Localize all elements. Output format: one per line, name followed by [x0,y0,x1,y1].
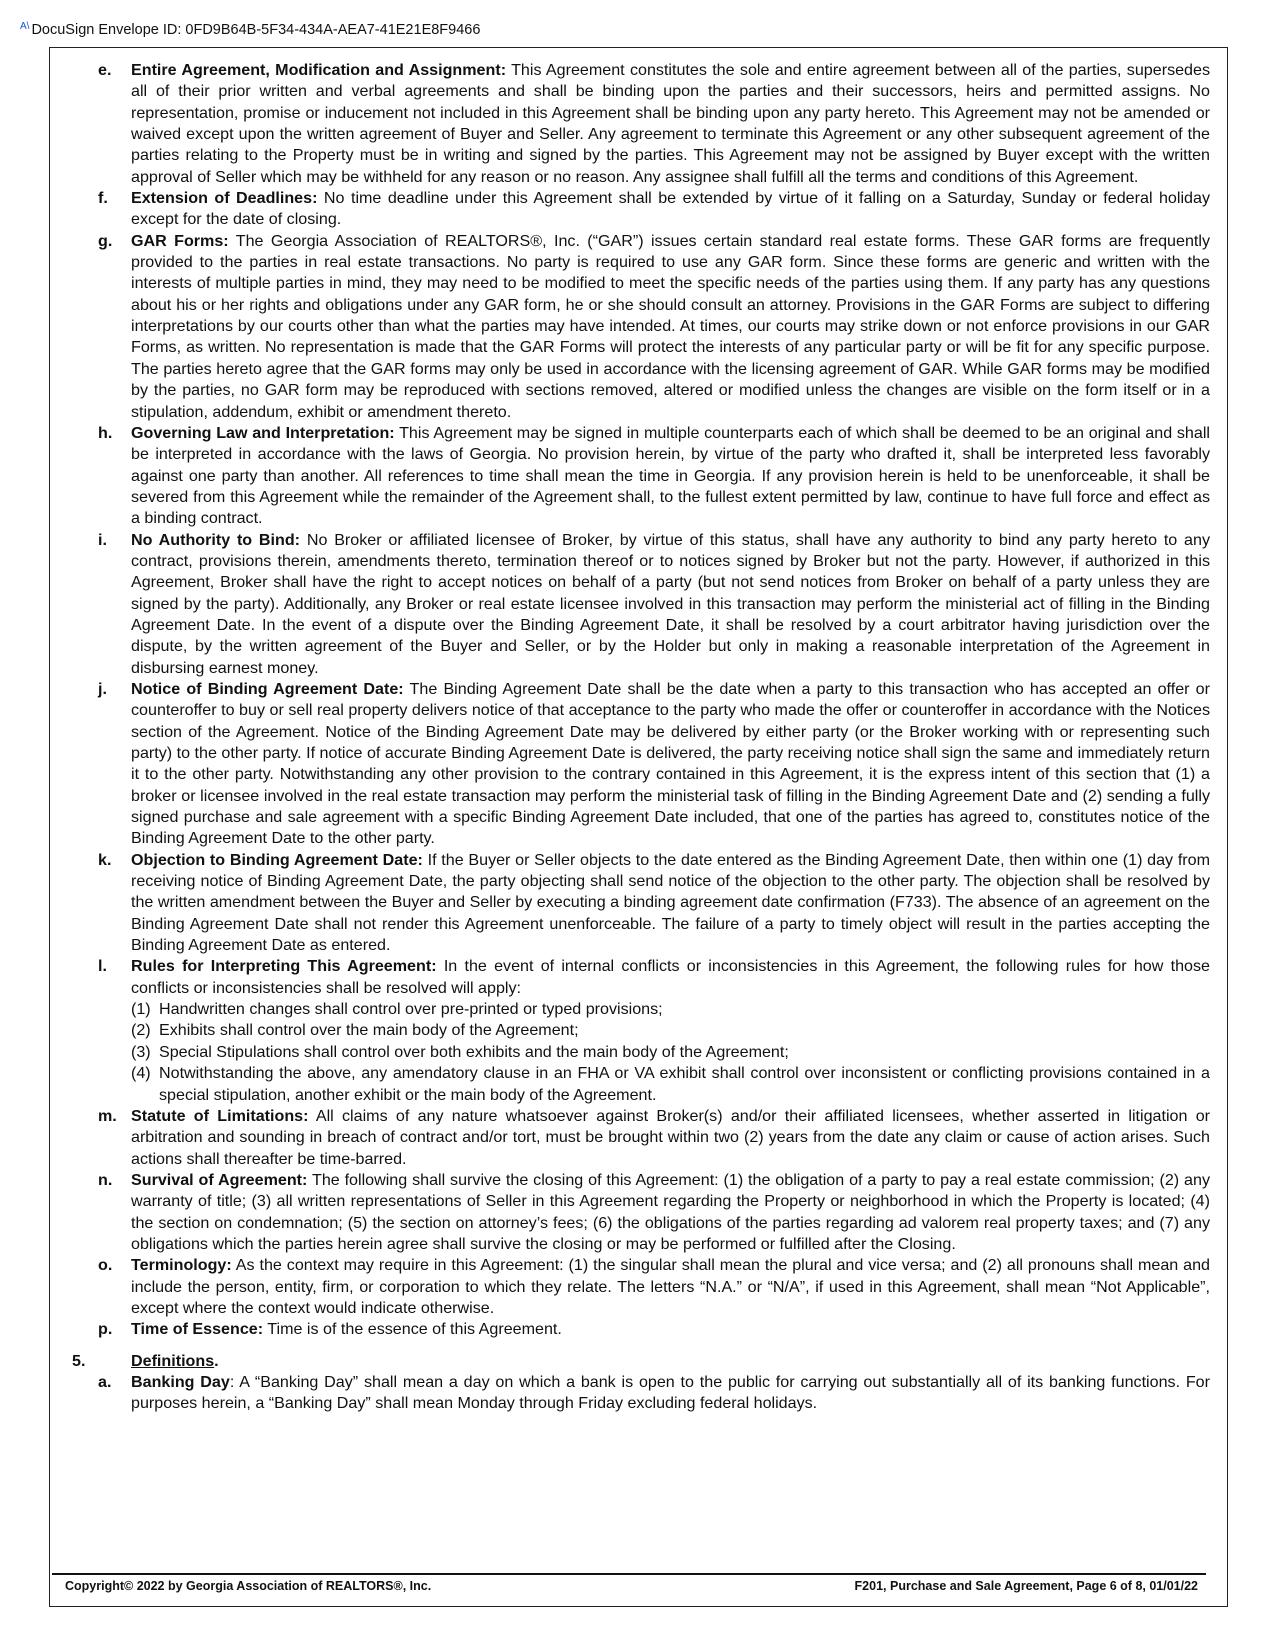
clause-text: The Georgia Association of REALTORS®, Inc. (“GAR”) issues certain standard real estate forms. These GAR forms are frequently provided to the parties in real estate transactions. No party is required to use any GAR form. Since these forms are generic and written with the interests of multiple parties in mind, they may need to be modified to meet the specific needs of the parties using them. If any party has any questions about his or her rights and obligations under any GAR form, he or she should consult an attorney. Provisions in the GAR Forms are subject to differing interpretations by our courts other than what the parties may have intended. At times, our courts may strike down or not enforce provisions in our GAR Forms, as written. No representation is made that the GAR Forms will protect the interests of any particular party or will be fit for any specific purpose. The parties hereto agree that the GAR forms may only be used in accordance with the licensing agreement of GAR. While GAR forms may be modified by the parties, no GAR form may be reproduced with sections removed, altered or modified unless the changes are visible on the form itself or in a stipulation, addendum, exhibit or amendment thereto. [131,231,1210,421]
clause-title: Objection to Binding Agreement Date: [131,850,423,869]
clause-i [98,530,1210,679]
clause-title-colon: : [229,1372,235,1391]
docusign-logo-icon: A\ [20,21,30,32]
section-title: Definitions [131,1351,215,1370]
rule-text: Exhibits shall control over the main body of the Agreement; [159,1021,579,1040]
clause-label: j. [98,679,107,698]
clause-label: p. [98,1320,113,1339]
clause-h [98,423,1210,530]
clause-label: h. [98,423,113,442]
clause-label: g. [98,231,113,250]
clause-label: i. [98,530,107,549]
clause-title: Terminology: [131,1256,232,1275]
rule-item [131,999,1210,1020]
section-number: 5. [72,1351,86,1370]
clause-k [98,850,1210,957]
clause-label: k. [98,850,112,869]
clause-title: Governing Law and Interpretation: [131,423,395,442]
rule-item [131,1063,1210,1106]
clause-title: Survival of Agreement: [131,1170,308,1189]
rule-text: Handwritten changes shall control over pre-printed or typed provisions; [159,1000,663,1019]
footer-divider [52,1573,1206,1575]
clause-title: Banking Day [131,1372,230,1391]
clause-label: n. [98,1170,113,1189]
clause-g [98,231,1210,423]
clause-m [98,1106,1210,1170]
clause-text: No time deadline under this Agreement shall be extended by virtue of it falling on a Saturday, Sunday or federal holiday except for the date of closing. [131,189,1210,229]
clause-title: Entire Agreement, Modification and Assignment: [131,61,507,79]
clause-title: GAR Forms: [131,231,229,250]
rule-text: Special Stipulations shall control over both exhibits and the main body of the Agreement; [159,1042,789,1061]
clause-label: m. [98,1106,117,1125]
envelope-id-text: DocuSign Envelope ID: 0FD9B64B-5F34-434A-AEA7-41E21E8F9466 [31,22,481,38]
clause-text: This Agreement constitutes the sole and entire agreement between all of the parties, supersedes all of their prior written and verbal agreements and shall be binding upon the parties and their successors, heirs and permitted assigns. No representation, promise or inducement not included in this Agreement shall be binding upon any party hereto. This Agreement may not be amended or waived except upon the written agreement of Buyer and Seller. Any agreement to terminate this Agreement or any other subsequent agreement of the parties relating to the Property must be in writing and signed by the parties. This Agreement may not be assigned by Buyer except with the written approval of Seller which may be withheld for any reason or no reason. Any assignee shall fulfill all the terms and conditions of this Agreement. [131,61,1211,186]
clause-text: The Binding Agreement Date shall be the date when a party to this transaction who has accepted an offer or counteroffer to buy or sell real property delivers notice of that acceptance to the party who made the offer or counteroffer in accordance with the Notices section of the Agreement. Notice of the Binding Agreement Date may be delivered by either party (or the Broker working with or representing such party) to the other party. If notice of accurate Binding Agreement Date is delivered, the party receiving notice shall sign the same and immediately return it to the other party. Notwithstanding any other provision to the contrary contained in this Agreement, it is the express intent of this section that (1) a broker or licensee involved in the real estate transaction may perform the ministerial task of filling in the Binding Agreement Date and (2) sending a fully signed purchase and sale agreement with a specific Binding Agreement Date included, that one of the parties has agreed to, constitutes notice of the Binding Agreement Date to the other party. [131,679,1210,848]
docusign-envelope-id [20,21,480,38]
rule-number: (3) [131,1042,151,1061]
rule-number: (4) [131,1064,151,1083]
footer-form-info: F201, Purchase and Sale Agreement, Page 6 of 8, 01/01/22 [854,1579,1198,1593]
section-definitions [72,1351,1210,1372]
clause-l [98,956,1210,1105]
clause-f [98,188,1210,231]
definition-banking-day [98,1372,1210,1415]
clause-label: f. [98,189,108,208]
clause-title: Time of Essence: [131,1320,264,1339]
footer-copyright: Copyright© 2022 by Georgia Association of REALTORS®, Inc. [65,1579,432,1593]
clause-text: In the event of internal conflicts or inconsistencies in this Agreement, the following rules for how those conflicts or inconsistencies shall be resolved will apply: [131,957,1210,997]
section-title-period: . [214,1351,219,1370]
clause-e [98,60,1210,188]
rule-item [131,1042,1210,1063]
clause-p [98,1319,1210,1340]
rule-number: (2) [131,1021,151,1040]
clause-text: This Agreement may be signed in multiple counterparts each of which shall be deemed to be an original and shall be interpreted in accordance with the laws of Georgia. No provision herein, by virtue of the party who drafted it, shall be interpreted less favorably against one party than another. All references to time shall mean the time in Georgia. If any provision herein is held to be unenforceable, it shall be severed from this Agreement while the remainder of the Agreement shall, to the fullest extent permitted by law, continue to have full force and effect as a binding contract. [131,423,1210,528]
clause-j [98,679,1210,850]
clause-text: If the Buyer or Seller objects to the date entered as the Binding Agreement Date, then within one (1) day from receiving notice of Binding Agreement Date, the party objecting shall send notice of the objection to the other party. The objection shall be resolved by the written amendment between the Buyer and Seller by executing a binding agreement date confirmation (F733). The absence of an agreement on the Binding Agreement Date shall not render this Agreement unenforceable. The failure of a party to timely object will result in the parties accepting the Binding Agreement Date as entered. [131,850,1211,955]
clause-text: All claims of any nature whatsoever against Broker(s) and/or their affiliated licensees, whether asserted in litigation or arbitration and sounding in breach of contract and/or tort, must be brought within two (2) years from the date any claim or cause of action arises. Such actions shall thereafter be time-barred. [131,1106,1211,1168]
clause-title: Statute of Limitations: [131,1106,309,1125]
clause-text: A “Banking Day” shall mean a day on which a bank is open to the public for carrying out substantially all of its banking functions. For purposes herein, a “Banking Day” shall mean Monday through Friday excluding federal holidays. [131,1372,1210,1413]
clause-title: No Authority to Bind: [131,530,301,549]
clause-text: Time is of the essence of this Agreement. [267,1320,562,1339]
clause-text: The following shall survive the closing of this Agreement: (1) the obligation of a party to pay a real estate commission; (2) any warranty of title; (3) all written representations of Seller in this Agreement regarding the Property or neighborhood in which the Property is located; (4) the section on condemnation; (5) the section on attorney’s fees; (6) the obligations of the parties regarding ad valorem real property taxes; and (7) any obligations which the parties herein agree shall survive the closing or may be performed or fulfilled after the Closing. [131,1170,1210,1253]
clause-o [98,1255,1210,1319]
clause-label: a. [98,1372,112,1391]
rule-item [131,1020,1210,1041]
clause-title: Extension of Deadlines: [131,189,318,208]
clause-label: l. [98,957,107,976]
clause-text: As the context may require in this Agreement: (1) the singular shall mean the plural and vice versa; and (2) all pronouns shall mean and include the person, entity, firm, or corporation to which they relate. The letters “N.A.” or “N/A”, if used in this Agreement, shall mean “Not Applicable”, except where the context would indicate otherwise. [131,1256,1210,1317]
rule-number: (1) [131,1000,151,1019]
clause-label: o. [98,1256,113,1275]
clause-text: No Broker or affiliated licensee of Broker, by virtue of this status, shall have any authority to bind any party hereto to any contract, provisions therein, amendments thereto, termination thereof or to notices signed by Broker but not the party. However, if authorized in this Agreement, Broker shall have the right to accept notices on behalf of a party (but not send notices from Broker on behalf of a party unless they are signed by the party). Additionally, any Broker or real estate licensee involved in this transaction may perform the ministerial act of filling in the Binding Agreement Date. In the event of a dispute over the Binding Agreement Date, it shall be resolved by a court arbitrator having jurisdiction over the dispute, by the written agreement of the Buyer and Seller, or by the Holder but only in making a reasonable interpretation of the Agreement in disbursing earnest money. [131,530,1210,677]
rule-text: Notwithstanding the above, any amendatory clause in an FHA or VA exhibit shall control over inconsistent or conflicting provisions contained in a special stipulation, another exhibit or the main body of the Agreement. [159,1064,1210,1104]
clause-title: Notice of Binding Agreement Date: [131,679,404,698]
clause-n [98,1170,1210,1255]
clause-title: Rules for Interpreting This Agreement: [131,957,437,976]
agreement-body [72,60,1211,1415]
clause-label: e. [98,61,112,79]
